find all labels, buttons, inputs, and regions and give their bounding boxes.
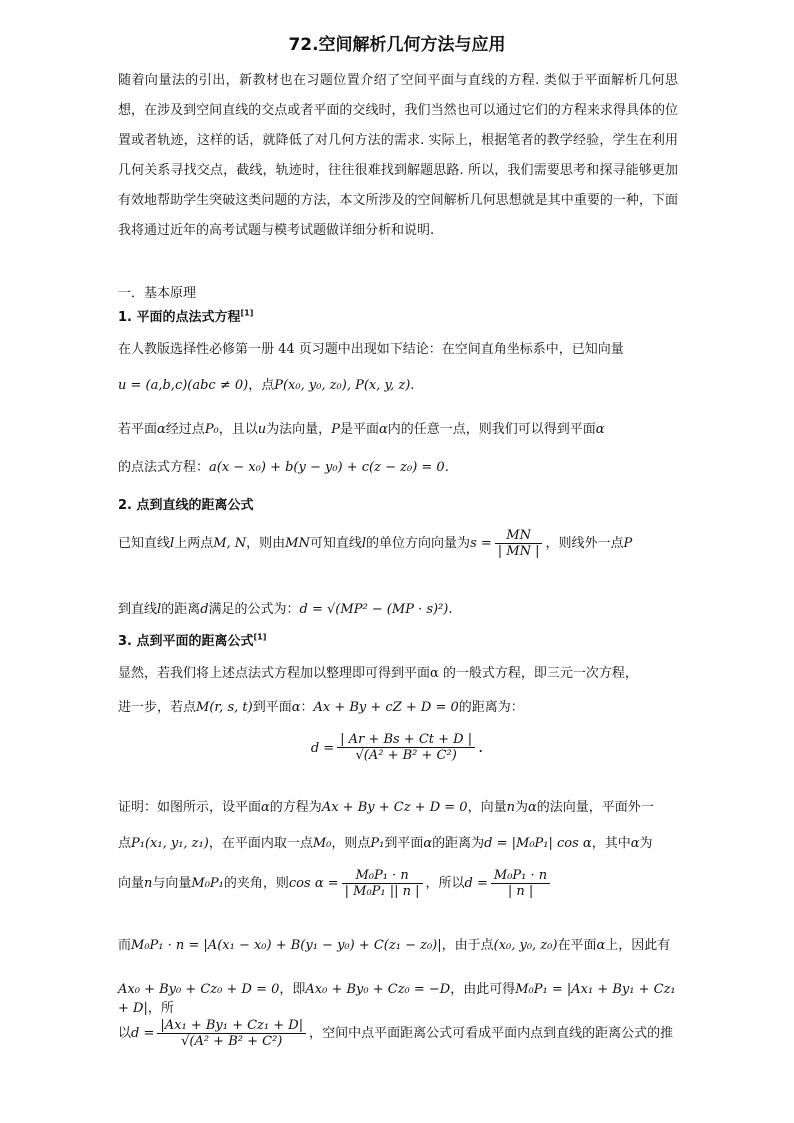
math-symbol: u <box>257 422 267 437</box>
text-fragment: 的距离为 <box>432 836 485 851</box>
text-fragment: ，即 <box>279 982 306 997</box>
heading-text: 3. 点到平面的距离公式 <box>118 634 254 649</box>
text-fragment: 为 <box>639 836 653 851</box>
cosine-fraction <box>342 868 423 899</box>
math-symbol: d = <box>464 876 488 891</box>
vector-definition-line <box>118 374 678 393</box>
unit-direction-vector-line <box>118 528 678 559</box>
plane-condition-line <box>118 418 678 437</box>
text-fragment: 满足的公式为： <box>208 602 300 617</box>
reference-marker: [1] <box>253 632 267 642</box>
math-symbol: α <box>596 938 606 953</box>
heading-text: 1. 平面的点法式方程 <box>118 310 241 325</box>
distance-fraction <box>491 868 550 899</box>
math-symbol: P₁ <box>370 836 385 851</box>
text-fragment: 到平面 <box>384 836 424 851</box>
reference-marker: [1] <box>240 308 254 318</box>
math-symbol: (x₀, y₀, z₀) <box>493 938 558 953</box>
math-symbol: d = <box>131 1026 155 1041</box>
text-fragment: . <box>444 460 449 475</box>
text-fragment: 的距离 <box>161 602 201 617</box>
math-symbol: P₀ <box>204 422 219 437</box>
text-fragment: ，向量 <box>467 800 507 815</box>
text-fragment: 证明：如图所示，设平面 <box>118 800 262 815</box>
text-fragment: 而 <box>118 938 132 953</box>
section-heading-basic: 一．基本原理 <box>118 286 197 301</box>
heading-point-normal-form <box>118 306 678 325</box>
fraction-denominator: √(A² + B² + C²) <box>181 1034 283 1049</box>
math-symbol: P₁(x₁, y₁, z₁) <box>131 836 209 851</box>
math-symbol: n <box>506 800 515 815</box>
text-fragment: ，所以 <box>425 876 465 891</box>
text-fragment: 的距离为： <box>458 700 524 715</box>
text-fragment: 在平面 <box>557 938 597 953</box>
math-symbol: MN <box>285 536 310 551</box>
math-symbol: α <box>630 836 640 851</box>
text-fragment: ，且以 <box>218 422 258 437</box>
math-symbol: M(r, s, t) <box>196 700 253 715</box>
math-symbol: α <box>157 422 166 437</box>
text-fragment: 的夹角，则 <box>223 876 289 891</box>
math-symbol: α <box>378 422 388 437</box>
fraction-numerator: | Ar + Bs + Ct + D | <box>337 732 475 748</box>
math-symbol: d = <box>310 741 335 756</box>
proof-line-5 <box>118 978 678 1016</box>
text-fragment: ： <box>300 700 314 715</box>
text-fragment: 点 <box>118 836 132 851</box>
math-symbol: Ax₀ + By₀ + Cz₀ + D = 0 <box>118 982 280 997</box>
text-fragment: 以 <box>118 1026 132 1041</box>
text-fragment: 可知直线 <box>309 536 362 551</box>
fraction-numerator: M₀P₁ · n <box>342 868 423 884</box>
proof-line-1 <box>118 796 678 815</box>
text-fragment: 的法向量，平面外一 <box>536 800 654 815</box>
text-fragment: 的单位方向向量为 <box>366 536 471 551</box>
unit-vector-fraction <box>495 528 543 559</box>
text-fragment: ，由于点 <box>441 938 494 953</box>
point-normal-equation-line <box>118 456 678 475</box>
text-fragment: 上两点 <box>174 536 214 551</box>
text-fragment: . <box>448 602 453 617</box>
text-fragment: ，在平面内取一点 <box>208 836 313 851</box>
intro-paragraph: 随着向量法的引出，新教材也在习题位置介绍了空间平面与直线的方程. 类似于平面解析几何思想，在涉及到空间直线的交点或者平面的交线时，我们当然也可以通过它们的方程来求得具体的位置或者轨迹，这样的话，就降低了对几何方法的需求. 实际上，根据笔者的教学经验，学生在利用几何关系寻找交点，截线，轨迹时，往往很难找到解题思路. 所以，我们需要思考和探寻能够更加有效地帮助学生突破这类问题的方法，本文所涉及的空间解析几何思想就是其中重要的一种，下面我将通过近年的高考试题与模考试题做详细分析和说明. <box>118 73 678 238</box>
text-fragment: 到平面 <box>252 700 292 715</box>
math-symbol: Ax₀ + By₀ + Cz₀ = −D <box>305 982 451 997</box>
math-symbol: M₀ <box>312 836 332 851</box>
general-form-line: 显然，若我们将上述点法式方程加以整理即可得到平面α 的一般式方程，即三元一次方程， <box>118 666 638 681</box>
final-distance-fraction <box>157 1018 306 1049</box>
math-symbol: M, N <box>213 536 247 551</box>
fraction-denominator: | MN | <box>497 544 540 559</box>
point-plane-setup-line <box>118 696 678 715</box>
math-symbol: α <box>527 800 537 815</box>
text-fragment: ，点 <box>248 378 275 393</box>
text-fragment: . <box>478 737 484 756</box>
point-normal-equation: a(x − x₀) + b(y − y₀) + c(z − z₀) = 0 <box>209 460 445 475</box>
distance-fraction <box>337 732 475 763</box>
fraction-denominator: | M₀P₁ || n | <box>344 884 420 899</box>
proof-line-6 <box>118 1018 678 1049</box>
fraction-numerator: M₀P₁ · n <box>491 868 550 884</box>
fraction-numerator: |Ax₁ + By₁ + Cz₁ + D| <box>157 1018 306 1034</box>
heading-point-line-distance: 2. 点到直线的距离公式 <box>118 498 254 513</box>
proof-line-3 <box>118 868 678 899</box>
text-fragment: ，则线外一点 <box>545 536 624 551</box>
text-fragment: 为法向量， <box>266 422 332 437</box>
vector-u-expression: u = (a,b,c)(abc ≠ 0) <box>118 378 249 393</box>
text-fragment: 到直线 <box>118 602 158 617</box>
text-fragment: ，其中 <box>591 836 631 851</box>
paragraph-textbook-conclusion: 在人教版选择性必修第一册 44 页习题中出现如下结论：在空间直角坐标系中，已知向量 <box>118 342 624 357</box>
point-plane-distance-equation <box>0 732 794 763</box>
text-fragment: 内的任意一点，则我们可以得到平面 <box>387 422 596 437</box>
text-fragment: ，则由 <box>246 536 286 551</box>
text-fragment: 上，因此有 <box>605 938 671 953</box>
math-symbol: α <box>423 836 433 851</box>
math-symbol: α <box>291 700 301 715</box>
math-symbol: cos α = <box>288 876 339 891</box>
text-fragment: 进一步，若点 <box>118 700 197 715</box>
math-symbol: M₀P₁ = |Ax₁ + By₁ + Cz₁ + D| <box>118 982 676 1016</box>
math-symbol: l <box>157 602 162 617</box>
text-fragment: ，空间中点平面距离公式可看成平面内点到直线的距离公式的推 <box>309 1026 674 1041</box>
math-symbol: Ax + By + Cz + D = 0 <box>321 800 468 815</box>
text-fragment: 与向量 <box>152 876 192 891</box>
text-fragment: . <box>410 378 415 393</box>
text-fragment: 已知直线 <box>118 536 171 551</box>
text-fragment: ，由此可得 <box>450 982 516 997</box>
text-fragment: 向量 <box>118 876 145 891</box>
math-symbol: l <box>361 536 367 551</box>
point-line-distance-formula-line <box>118 598 678 617</box>
math-symbol: n <box>144 876 153 891</box>
document-title: 72.空间解析几何方法与应用 <box>288 35 506 55</box>
heading-point-plane-distance <box>118 630 678 649</box>
distance-formula: d = √(MP² − (MP · s)²) <box>299 602 449 617</box>
math-symbol: s = <box>470 536 492 551</box>
math-symbol: d = |M₀P₁| cos α <box>484 836 592 851</box>
text-fragment: 的点法式方程： <box>118 460 210 475</box>
math-symbol: α <box>595 422 605 437</box>
text-fragment: 是平面 <box>339 422 379 437</box>
math-symbol: P <box>623 536 633 551</box>
text-fragment: ，则点 <box>331 836 371 851</box>
fraction-numerator: MN <box>495 528 543 544</box>
math-symbol: M₀P₁ · n = |A(x₁ − x₀) + B(y₁ − y₀) + C(z₁ − z₀)| <box>131 938 442 953</box>
proof-line-2 <box>118 832 678 851</box>
text-fragment: 经过点 <box>165 422 205 437</box>
fraction-denominator: √(A² + B² + C²) <box>355 748 457 763</box>
text-fragment: 的方程为 <box>269 800 322 815</box>
points-expression: P(x₀, y₀, z₀), P(x, y, z) <box>274 378 411 393</box>
fraction-denominator: | n | <box>507 884 534 899</box>
math-symbol: l <box>170 536 175 551</box>
text-fragment: 若平面 <box>118 422 158 437</box>
text-fragment: ，所 <box>147 1001 174 1016</box>
plane-equation: Ax + By + cZ + D = 0 <box>313 700 459 715</box>
text-fragment: 为 <box>514 800 528 815</box>
math-symbol: d <box>200 602 209 617</box>
proof-line-4 <box>118 934 678 953</box>
math-symbol: α <box>261 800 270 815</box>
math-symbol: M₀P₁ <box>191 876 224 891</box>
math-symbol: P <box>331 422 340 437</box>
